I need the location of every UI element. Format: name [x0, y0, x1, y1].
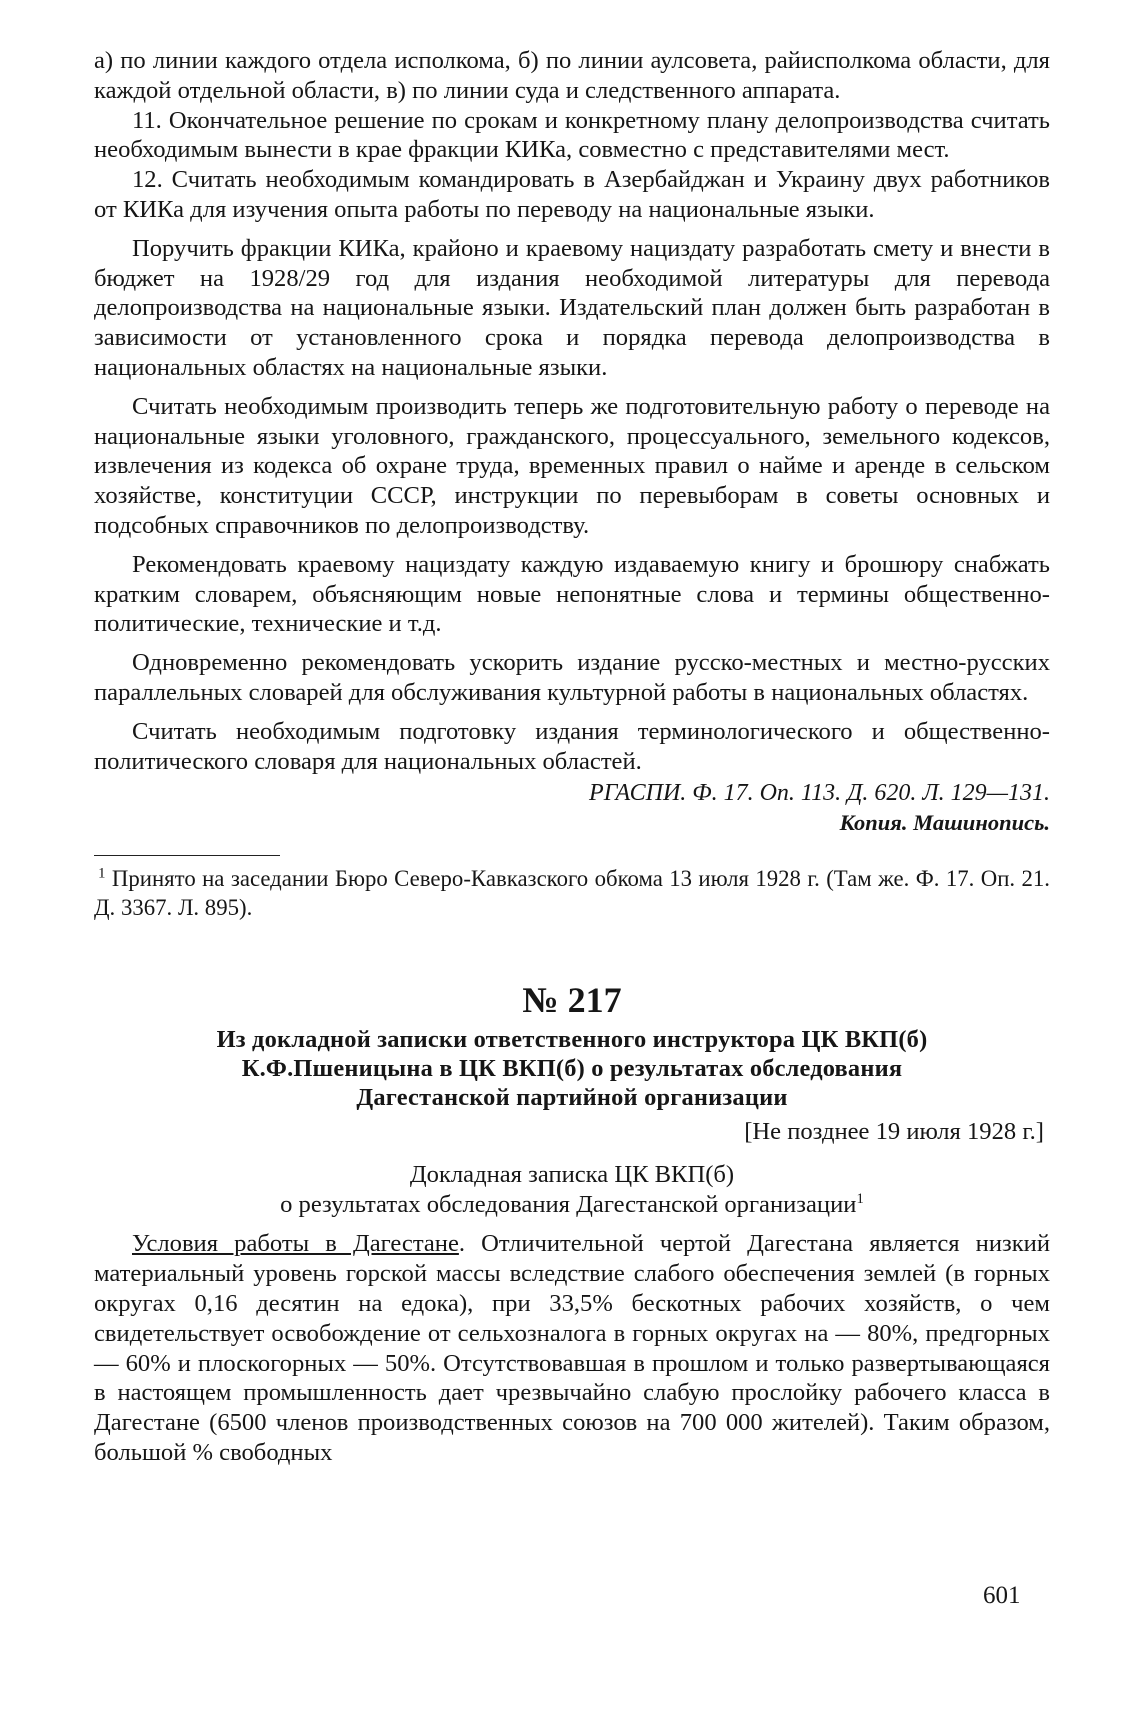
footnote-mark: 1 — [98, 865, 106, 882]
subtitle-line-1: Докладная записка ЦК ВКП(б) — [409, 1161, 735, 1189]
paragraph-4: Поручить фракции КИКа, крайоно и краевому нациздату разработать смету и внести в бюджет на 1928/29 год для издания необходимой литературы для перевода делопроизводства на национальные языки. Издательский план должен быть разработан в зависимости от установленного срока и порядка перевода делопроизводства в национальных областях на национальные языки. — [94, 234, 1050, 381]
subtitle-line-2 — [94, 1190, 1050, 1220]
paragraph-7: Одновременно рекомендовать ускорить издание русско-местных и местно-русских параллельных словарей для обслуживания культурной работы в национальных областях. — [94, 649, 1050, 706]
footnote-text: Принято на заседании Бюро Северо-Кавказского обкома 13 июля 1928 г. (Там же. Ф. 17. Оп. 21. Д. 3367. Л. 895). — [94, 866, 1051, 921]
paragraph-5: Считать необходимым производить теперь же подготовительную работу о переводе на национальные языки уголовного, гражданского, процессуального, земельного кодексов, извлечения из кодекса об охране труда, временных правил о найме и аренде в сельском хозяйстве, конституции СССР, инструкции по перевыборам в советы основных и подсобных справочников по делопроизводству. — [94, 392, 1050, 539]
lead-paragraph — [94, 1229, 1050, 1467]
footnote-divider — [94, 855, 280, 856]
subtitle-footnote-mark: 1 — [856, 1190, 864, 1207]
lead-text: . Отличительной чертой Дагестана является низкий материальный уровень горской массы вследствие слабого обеспечения землей (в горных округах 0,16 десятин на едока), при 33,5% бескотных рабочих хозяйств, о чем свидетельствует освобождение от сельхозналога в горных округах на — 80%, предгорных — 60% и плоскогорных — 50%. Отсутствовавшая в прошлом и только развертывающаяся в настоящем промышленность дает чрезвычайно слабую прослойку рабочего класса в Дагестане (6500 членов производственных союзов на 700 000 жителей). Таким образом, большой % свободных — [94, 1230, 1050, 1466]
page-number: 601 — [983, 1582, 1021, 1609]
section-heading: Условия работы в Дагестане — [132, 1230, 459, 1258]
document-title-line-2: К.Ф.Пшеницына в ЦК ВКП(б) о результатах обследования — [241, 1055, 903, 1083]
copy-note: Копия. Машинопись. — [839, 810, 1050, 836]
paragraph-1: а) по линии каждого отдела исполкома, б) по линии аулсовета, райисполкома области, для каждой отдельной области, в) по линии суда и следственного аппарата. — [94, 47, 1050, 104]
paragraph-2: 11. Окончательное решение по срокам и конкретному плану делопроизводства считать необходимым вынести в крае фракции КИКа, совместно с представителями мест. — [94, 106, 1050, 164]
document-title-line-3: Дагестанской партийной организации — [356, 1084, 788, 1112]
paragraph-8: Считать необходимым подготовку издания терминологического и общественно-политического словаря для национальных областей. — [94, 717, 1050, 775]
document-title-line-1: Из докладной записки ответственного инструктора ЦК ВКП(б) — [216, 1026, 928, 1054]
document-number: № 217 — [522, 980, 622, 1021]
document-page — [94, 46, 1050, 1468]
document-date: [Не позднее 19 июля 1928 г.] — [744, 1118, 1044, 1146]
footnote — [94, 864, 1050, 922]
paragraph-3: 12. Считать необходимым командировать в Азербайджан и Украину двух работников от КИКа для изучения опыта работы по переводу на национальные языки. — [94, 166, 1050, 223]
paragraph-6: Рекомендовать краевому нациздату каждую издаваемую книгу и брошюру снабжать кратким словарем, объясняющим новые непонятные слова и термины общественно-политические, технические и т.д. — [94, 550, 1050, 638]
archive-source: РГАСПИ. Ф. 17. Оп. 113. Д. 620. Л. 129—131. — [589, 780, 1050, 807]
subtitle-text: о результатах обследования Дагестанской организации — [280, 1190, 857, 1218]
